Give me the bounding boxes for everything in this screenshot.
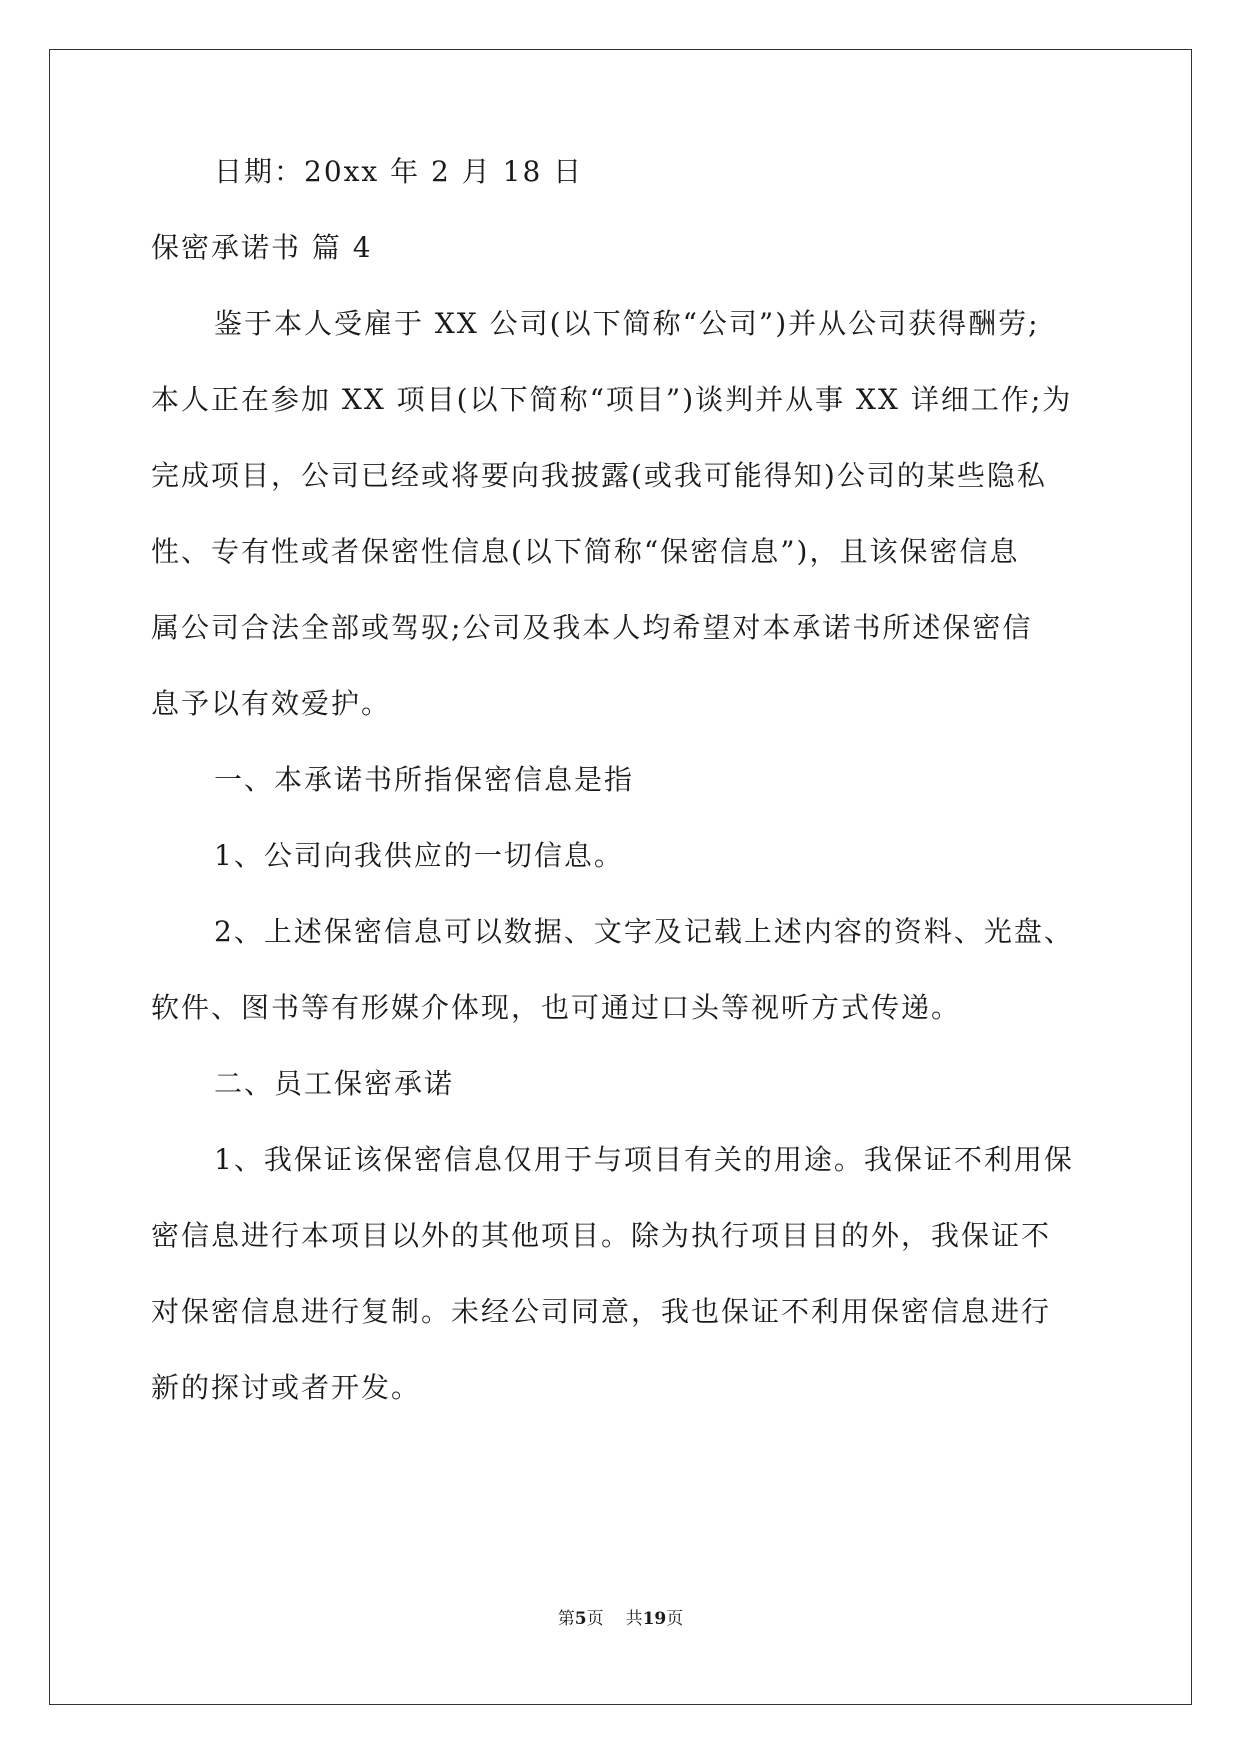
footer-total-pages: 19 xyxy=(642,1609,667,1629)
heading-1: 一、本承诺书所指保密信息是指 xyxy=(214,763,635,796)
item-2-1-line-4: 新的探讨或者开发。 xyxy=(151,1371,422,1404)
date-line: 日期：20xx 年 2 月 18 日 xyxy=(214,155,584,188)
intro-line-4: 性、专有性或者保密性信息(以下简称“保密信息”)，且该保密信息 xyxy=(151,535,1020,568)
page-border xyxy=(49,49,1192,1705)
item-2-1-line-1: 1、我保证该保密信息仅用于与项目有关的用途。我保证不利用保 xyxy=(214,1143,1074,1176)
footer-page-number: 5 xyxy=(574,1609,587,1629)
intro-line-5: 属公司合法全部或驾驭;公司及我本人均希望对本承诺书所述保密信 xyxy=(151,611,1033,644)
heading-2: 二、员工保密承诺 xyxy=(214,1067,455,1100)
item-2-1-line-2: 密信息进行本项目以外的其他项目。除为执行项目目的外，我保证不 xyxy=(151,1219,1052,1252)
item-2-1-line-3: 对保密信息进行复制。未经公司同意，我也保证不利用保密信息进行 xyxy=(151,1295,1052,1328)
item-1-2-line-1: 2、上述保密信息可以数据、文字及记载上述内容的资料、光盘、 xyxy=(214,915,1074,948)
footer-page-suffix: 页 xyxy=(586,1609,604,1629)
item-1-2-line-2: 软件、图书等有形媒介体现，也可通过口头等视听方式传递。 xyxy=(151,991,962,1024)
footer-page-prefix: 第 xyxy=(557,1609,575,1629)
footer-total-prefix: 共 xyxy=(625,1609,643,1629)
intro-line-6: 息予以有效爱护。 xyxy=(151,687,392,720)
intro-line-3: 完成项目，公司已经或将要向我披露(或我可能得知)公司的某些隐私 xyxy=(151,459,1047,492)
intro-line-1: 鉴于本人受雇于 XX 公司(以下简称“公司”)并从公司获得酬劳; xyxy=(214,307,1040,340)
footer-total-suffix: 页 xyxy=(666,1609,684,1629)
section-title: 保密承诺书 篇 4 xyxy=(151,231,373,264)
page-footer xyxy=(0,1607,1241,1631)
intro-line-2: 本人正在参加 XX 项目(以下简称“项目”)谈判并从事 XX 详细工作;为 xyxy=(151,383,1073,416)
item-1-1: 1、公司向我供应的一切信息。 xyxy=(214,839,624,872)
